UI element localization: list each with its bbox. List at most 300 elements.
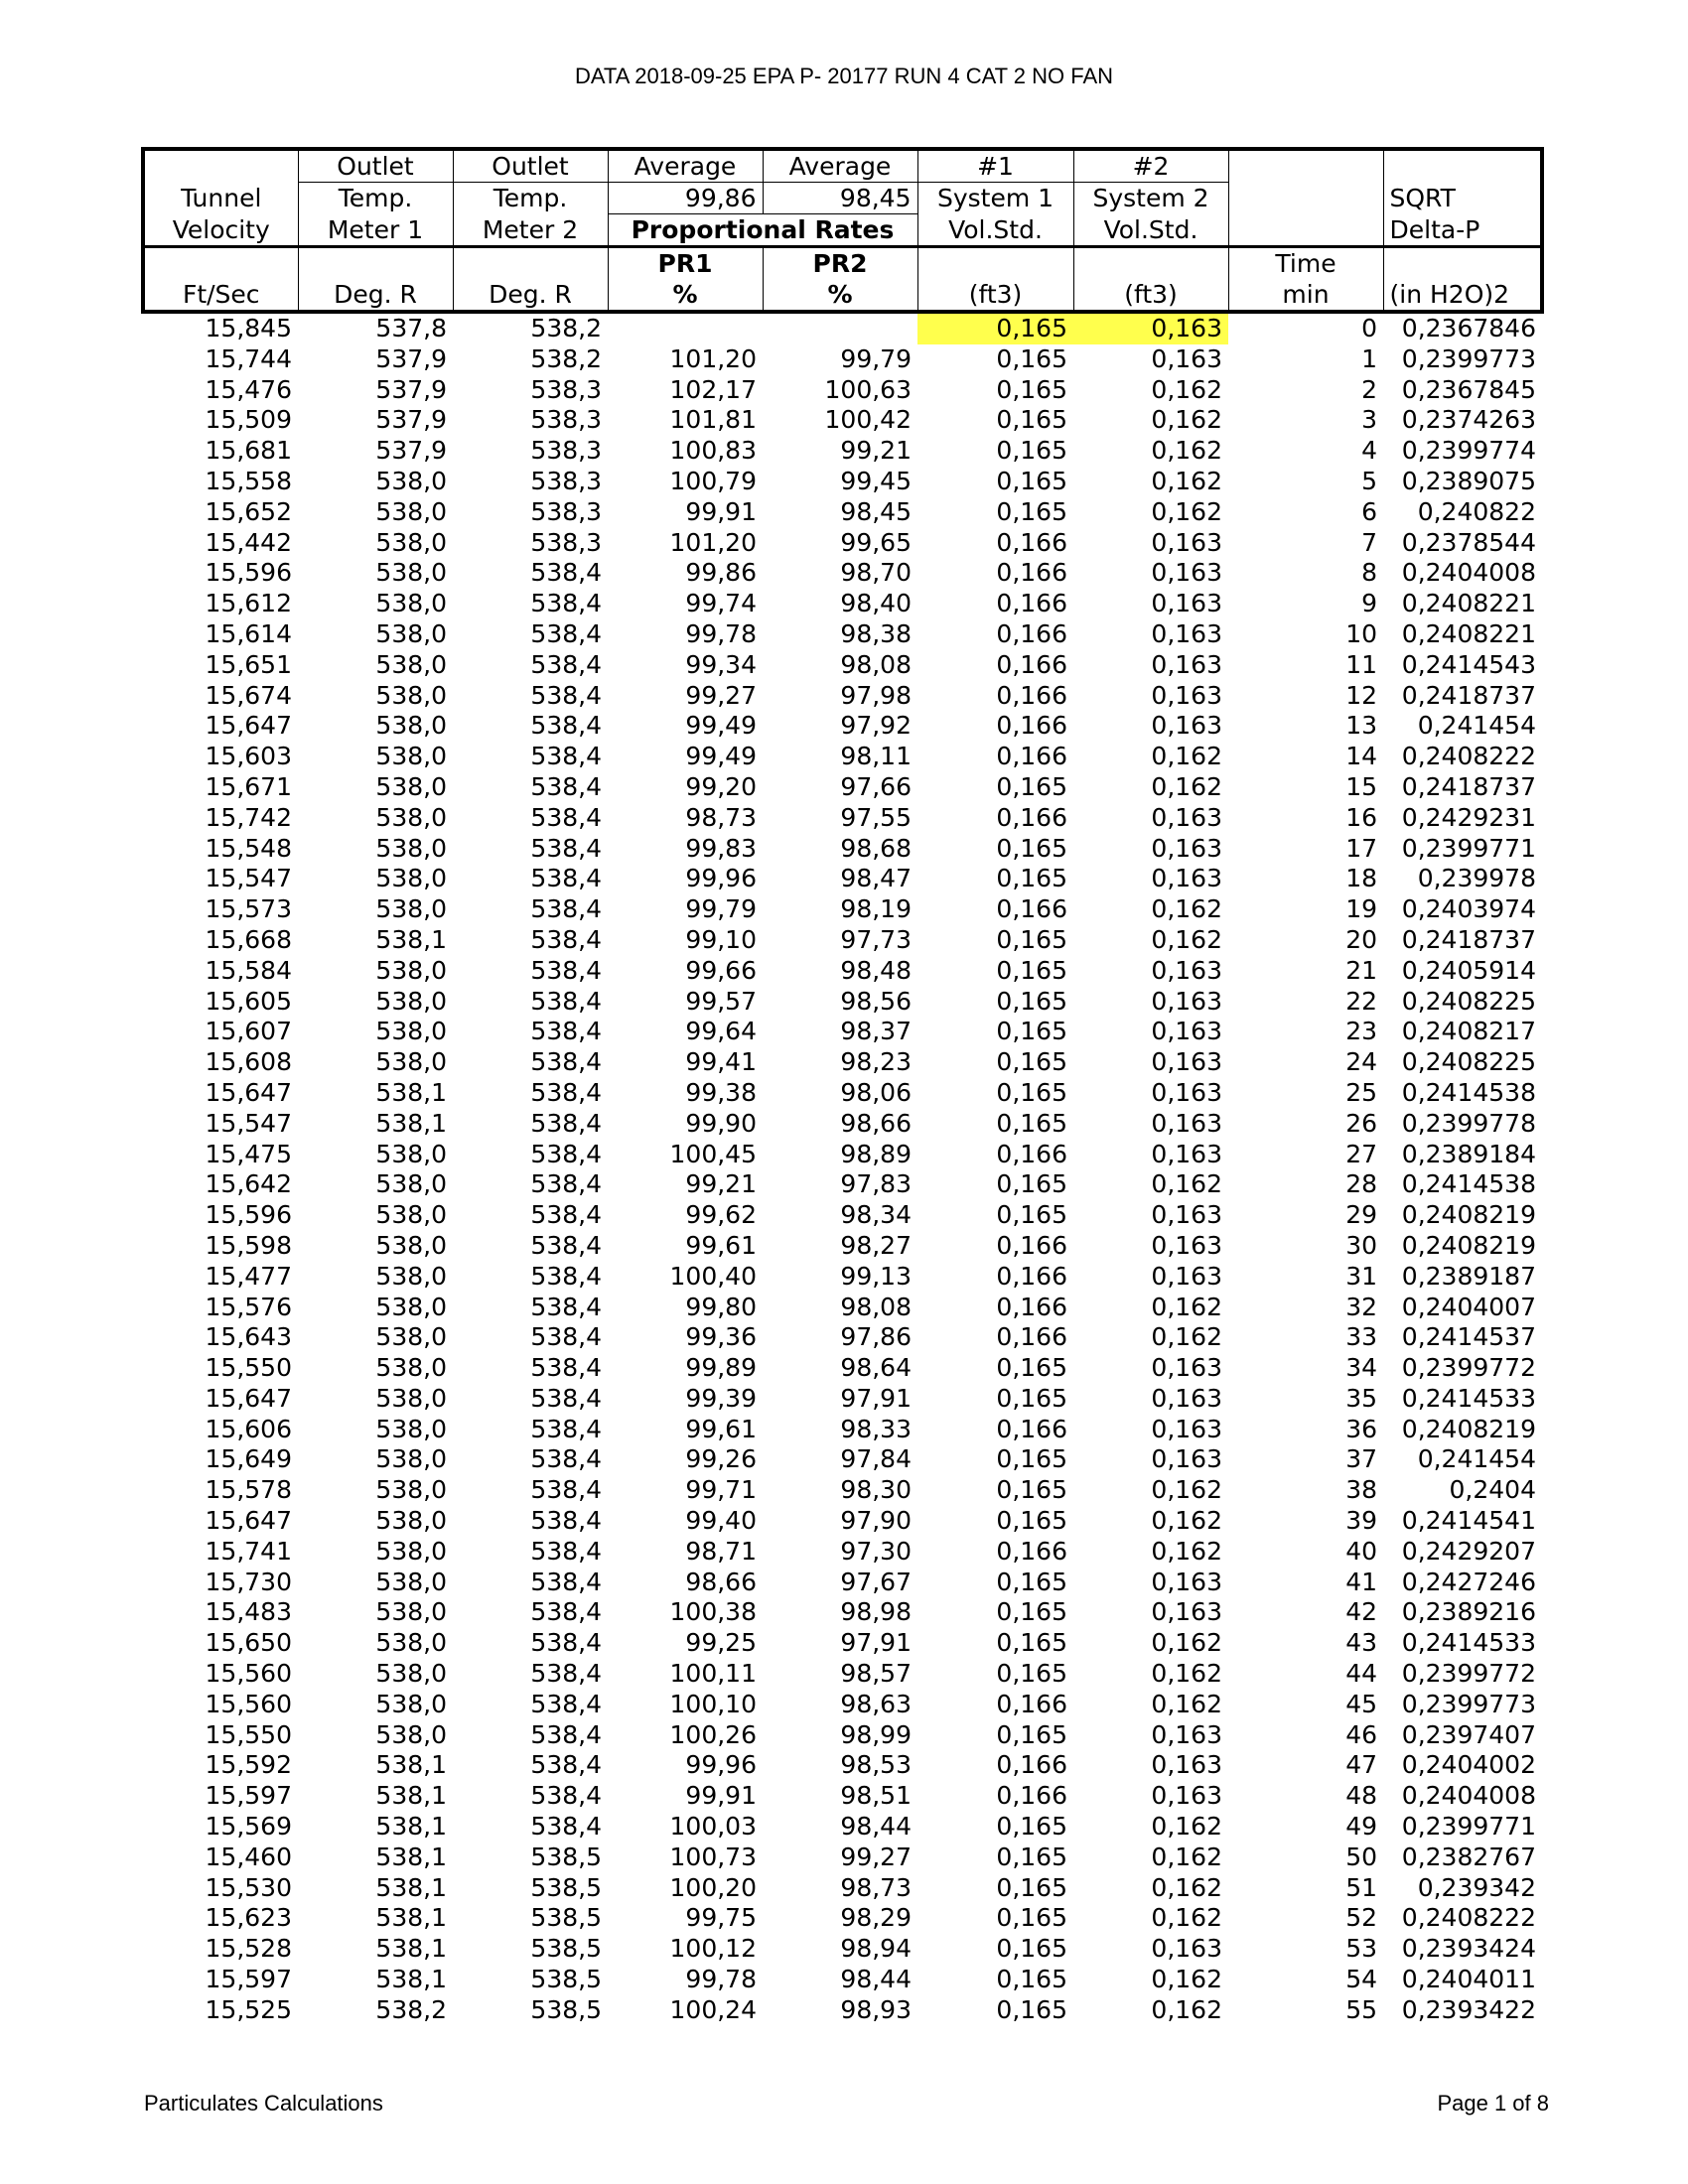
table-cell: 0,2408221 — [1401, 618, 1536, 648]
table-cell: 98,56 — [840, 986, 912, 1016]
table-cell: 0,165 — [996, 1353, 1067, 1383]
table-cell: 22 — [1345, 986, 1377, 1016]
table-cell: 15,569 — [205, 1812, 292, 1842]
table-cell: 538,0 — [375, 1322, 447, 1352]
table-cell: 0,163 — [1151, 527, 1222, 557]
table-cell: 538,0 — [375, 1719, 447, 1749]
table-row — [143, 772, 1542, 803]
table-cell: 0,163 — [1151, 833, 1222, 863]
table-cell: 537,8 — [375, 314, 447, 342]
table-cell: 98,73 — [685, 802, 757, 832]
table-cell: 0,165 — [996, 1719, 1067, 1749]
table-cell: 15,606 — [205, 1414, 292, 1443]
table-cell: 538,4 — [530, 833, 602, 863]
table-cell: 15,460 — [205, 1842, 292, 1871]
table-cell: 99,61 — [685, 1414, 757, 1443]
table-row — [143, 1322, 1542, 1353]
table-cell: 0,2374263 — [1401, 405, 1536, 435]
table-row — [143, 436, 1542, 467]
table-cell: 0,165 — [996, 1842, 1067, 1871]
table-cell: 0,2378544 — [1401, 527, 1536, 557]
table-cell: 99,65 — [840, 527, 912, 557]
page-title: DATA 2018-09-25 EPA P- 20177 RUN 4 CAT 2 NO FAN — [574, 64, 1114, 88]
highlighted-cell: 0,163 — [1073, 312, 1228, 344]
table-cell: 0,165 — [996, 1872, 1067, 1902]
table-cell: 538,3 — [530, 405, 602, 435]
table-cell: 54 — [1345, 1965, 1377, 1994]
table-cell: 0,2408222 — [1401, 1903, 1536, 1933]
table-cell: 0,166 — [996, 711, 1067, 741]
table-row — [143, 1934, 1542, 1965]
table-cell: 0,2429231 — [1401, 802, 1536, 832]
table-cell: 538,4 — [530, 894, 602, 924]
table-cell: 53 — [1345, 1934, 1377, 1964]
header-cell — [143, 149, 298, 183]
table-cell: 538,0 — [375, 802, 447, 832]
table-cell: 0,163 — [1151, 589, 1222, 618]
table-cell: 0,2408222 — [1401, 742, 1536, 771]
table-cell: 0,166 — [996, 527, 1067, 557]
table-cell: 99,13 — [840, 1261, 912, 1291]
table-cell: 15,560 — [205, 1689, 292, 1718]
table-cell: 100,03 — [669, 1812, 757, 1842]
table-cell: 538,0 — [375, 1017, 447, 1046]
table-cell: 98,99 — [840, 1719, 912, 1749]
table-row — [143, 1628, 1542, 1659]
table-cell: 15,578 — [205, 1475, 292, 1505]
table-cell: 0,2404002 — [1401, 1750, 1536, 1780]
header-cell: Outlet — [453, 149, 608, 183]
table-cell: 0,162 — [1151, 1322, 1222, 1352]
table-row — [143, 742, 1542, 772]
table-cell: 15,647 — [205, 1506, 292, 1536]
table-row — [143, 1750, 1542, 1781]
table-cell: 99,34 — [685, 649, 757, 679]
table-cell: 97,91 — [840, 1383, 912, 1413]
header-cell: 98,45 — [763, 183, 917, 214]
header-cell: Vol.Std. — [917, 214, 1073, 247]
header-cell: Outlet — [298, 149, 453, 183]
table-cell: 3 — [1361, 405, 1377, 435]
header-cell: Tunnel — [143, 183, 298, 214]
table-row — [143, 834, 1542, 865]
table-cell: 15,597 — [205, 1965, 292, 1994]
header-row-1 — [143, 149, 1542, 183]
table-cell: 98,94 — [840, 1934, 912, 1964]
table-cell: 98,47 — [840, 864, 912, 893]
table-cell: 538,1 — [375, 1903, 447, 1933]
table-cell: 0,2399774 — [1401, 436, 1536, 466]
table-row — [143, 894, 1542, 925]
table-cell: 538,1 — [375, 1842, 447, 1871]
table-cell: 0,162 — [1151, 1292, 1222, 1321]
table-cell: 0,166 — [996, 618, 1067, 648]
table-cell: 0,165 — [996, 374, 1067, 404]
table-cell: 0,2408221 — [1401, 589, 1536, 618]
table-cell: 538,1 — [375, 1965, 447, 1994]
table-cell: 0,163 — [1151, 1077, 1222, 1107]
table-cell: 0,166 — [996, 1536, 1067, 1566]
table-cell: 100,40 — [669, 1261, 757, 1291]
table-row — [143, 956, 1542, 987]
header-cell: PR1 — [608, 247, 763, 280]
table-cell: 538,3 — [530, 496, 602, 526]
table-cell: 15,642 — [205, 1169, 292, 1199]
table-row — [143, 528, 1542, 559]
table-cell: 15,623 — [205, 1903, 292, 1933]
table-cell: 15,614 — [205, 618, 292, 648]
table-cell: 99,10 — [685, 924, 757, 954]
header-cell: Velocity — [143, 214, 298, 247]
table-cell: 538,4 — [530, 771, 602, 801]
table-cell: 0,2414538 — [1401, 1077, 1536, 1107]
table-cell: 97,92 — [840, 711, 912, 741]
table-cell — [608, 312, 763, 344]
table-cell: 98,40 — [840, 589, 912, 618]
table-row — [143, 1293, 1542, 1323]
header-cell — [1383, 149, 1542, 183]
table-cell: 99,64 — [685, 1017, 757, 1046]
table-cell: 49 — [1345, 1812, 1377, 1842]
table-cell: 99,78 — [685, 618, 757, 648]
table-cell — [763, 312, 917, 344]
header-cell: #2 — [1073, 149, 1228, 183]
header-cell — [1228, 183, 1383, 214]
table-cell: 98,08 — [840, 1292, 912, 1321]
table-cell: 538,3 — [530, 436, 602, 466]
table-cell: 0,165 — [996, 986, 1067, 1016]
table-cell: 97,66 — [840, 771, 912, 801]
table-cell: 101,81 — [669, 405, 757, 435]
table-cell: 99,49 — [685, 711, 757, 741]
table-cell: 15,649 — [205, 1444, 292, 1474]
table-cell: 99,38 — [685, 1077, 757, 1107]
table-cell: 99,79 — [685, 894, 757, 924]
table-cell: 0,166 — [996, 558, 1067, 588]
table-cell: 0,162 — [1151, 436, 1222, 466]
table-row — [143, 589, 1542, 619]
table-cell: 538,5 — [530, 1965, 602, 1994]
table-cell: 40 — [1345, 1536, 1377, 1566]
table-cell: 538,0 — [375, 1292, 447, 1321]
table-cell: 0,163 — [1151, 680, 1222, 710]
header-cell: Deg. R — [453, 279, 608, 312]
table-cell: 15,525 — [205, 1994, 292, 2024]
table-cell: 0,162 — [1151, 894, 1222, 924]
table-cell: 0,165 — [996, 1383, 1067, 1413]
table-cell: 538,0 — [375, 496, 447, 526]
table-cell: 538,0 — [375, 589, 447, 618]
table-cell: 2 — [1361, 374, 1377, 404]
table-cell: 4 — [1361, 436, 1377, 466]
table-cell: 0,162 — [1151, 496, 1222, 526]
table-cell: 99,41 — [685, 1047, 757, 1077]
table-cell: 0,162 — [1151, 1536, 1222, 1566]
table-cell: 0,2418737 — [1401, 924, 1536, 954]
table-cell: 0,162 — [1151, 1659, 1222, 1689]
table-cell: 0,165 — [996, 955, 1067, 985]
header-cell: min — [1228, 279, 1383, 312]
header-cell — [1383, 247, 1542, 280]
table-cell: 0,166 — [996, 589, 1067, 618]
table-cell: 538,4 — [530, 1659, 602, 1689]
table-cell: 0,2399778 — [1401, 1108, 1536, 1138]
table-row — [143, 344, 1542, 375]
table-cell: 15,651 — [205, 649, 292, 679]
table-cell: 100,79 — [669, 466, 757, 495]
table-cell: 538,4 — [530, 649, 602, 679]
table-cell: 538,4 — [530, 1444, 602, 1474]
table-cell: 538,4 — [530, 1261, 602, 1291]
table-cell: 0,165 — [996, 1597, 1067, 1627]
table-cell: 37 — [1345, 1444, 1377, 1474]
table-cell: 0,2389216 — [1401, 1597, 1536, 1627]
table-cell: 99,79 — [840, 343, 912, 373]
table-cell: 0,166 — [996, 1261, 1067, 1291]
table-cell: 99,27 — [685, 680, 757, 710]
table-cell: 6 — [1361, 496, 1377, 526]
header-cell: Temp. — [298, 183, 453, 214]
table-cell: 0,162 — [1151, 1475, 1222, 1505]
table-row — [143, 1537, 1542, 1568]
table-cell: 99,89 — [685, 1353, 757, 1383]
table-cell: 0,241454 — [1417, 1444, 1536, 1474]
table-cell: 100,20 — [669, 1872, 757, 1902]
header-cell: Deg. R — [298, 279, 453, 312]
header-row-5 — [143, 279, 1542, 312]
table-row — [143, 1659, 1542, 1690]
table-cell: 0,2397407 — [1401, 1719, 1536, 1749]
table-cell: 0,162 — [1151, 1812, 1222, 1842]
table-cell: 538,4 — [530, 1597, 602, 1627]
table-cell: 30 — [1345, 1230, 1377, 1260]
header-cell: Meter 1 — [298, 214, 453, 247]
table-cell: 0,165 — [996, 1903, 1067, 1933]
table-cell: 0,2399771 — [1401, 833, 1536, 863]
table-cell: 538,4 — [530, 1383, 602, 1413]
table-cell: 1 — [1361, 343, 1377, 373]
table-cell: 15,596 — [205, 558, 292, 588]
header-cell: (in H2O)2 — [1383, 279, 1542, 312]
table-cell: 538,4 — [530, 1169, 602, 1199]
table-cell: 538,0 — [375, 527, 447, 557]
table-cell: 36 — [1345, 1414, 1377, 1443]
table-cell: 41 — [1345, 1567, 1377, 1596]
table-cell: 0,163 — [1151, 1261, 1222, 1291]
header-cell — [1228, 214, 1383, 247]
table-cell: 538,0 — [375, 1444, 447, 1474]
header-row-4 — [143, 247, 1542, 280]
table-cell: 0,165 — [996, 1200, 1067, 1230]
table-row — [143, 1017, 1542, 1047]
table-cell: 39 — [1345, 1506, 1377, 1536]
header-cell — [298, 247, 453, 280]
table-cell: 538,4 — [530, 986, 602, 1016]
table-cell: 0,2404008 — [1401, 558, 1536, 588]
table-cell: 0,162 — [1151, 1506, 1222, 1536]
table-cell: 0,165 — [996, 1994, 1067, 2024]
table-cell: 0,165 — [996, 496, 1067, 526]
table-cell: 15,558 — [205, 466, 292, 495]
table-row — [143, 1047, 1542, 1078]
table-cell: 15,596 — [205, 1200, 292, 1230]
table-cell: 0,2404008 — [1401, 1781, 1536, 1811]
table-cell: 538,4 — [530, 680, 602, 710]
table-row — [143, 987, 1542, 1018]
table-cell: 538,5 — [530, 1842, 602, 1871]
table-cell: 15,668 — [205, 924, 292, 954]
table-cell: 0,166 — [996, 894, 1067, 924]
table-cell: 0,163 — [1151, 1230, 1222, 1260]
table-cell: 98,66 — [840, 1108, 912, 1138]
table-row — [143, 1720, 1542, 1751]
table-cell: 99,25 — [685, 1628, 757, 1658]
table-cell: 0,2414543 — [1401, 649, 1536, 679]
table-cell: 538,4 — [530, 1750, 602, 1780]
table-row — [143, 1690, 1542, 1720]
table-cell: 0,166 — [996, 742, 1067, 771]
table-cell: 538,0 — [375, 864, 447, 893]
table-cell: 51 — [1345, 1872, 1377, 1902]
table-row — [143, 1568, 1542, 1598]
table-cell: 98,06 — [840, 1077, 912, 1107]
table-cell: 0,162 — [1151, 374, 1222, 404]
table-cell: 15,483 — [205, 1597, 292, 1627]
table-row — [143, 925, 1542, 956]
table-cell: 538,0 — [375, 1383, 447, 1413]
table-row — [143, 1169, 1542, 1200]
table-cell: 0,2408225 — [1401, 986, 1536, 1016]
table-cell: 0,165 — [996, 405, 1067, 435]
table-cell: 15,530 — [205, 1872, 292, 1902]
table-cell: 15,652 — [205, 496, 292, 526]
table-cell: 0,166 — [996, 1292, 1067, 1321]
header-row-3 — [143, 214, 1542, 247]
header-cell: #1 — [917, 149, 1073, 183]
table-row — [143, 803, 1542, 834]
header-cell: System 2 — [1073, 183, 1228, 214]
header-cell: Average — [763, 149, 917, 183]
table-cell: 15,612 — [205, 589, 292, 618]
header-cell: Ft/Sec — [143, 279, 298, 312]
table-cell: 0,163 — [1151, 1017, 1222, 1046]
header-cell: (ft3) — [1073, 279, 1228, 312]
table-cell: 15,550 — [205, 1719, 292, 1749]
table-cell: 0,163 — [1151, 558, 1222, 588]
table-cell: 0,163 — [1151, 711, 1222, 741]
table-cell: 0,2414538 — [1401, 1169, 1536, 1199]
table-cell: 538,0 — [375, 618, 447, 648]
table-cell: 31 — [1345, 1261, 1377, 1291]
table-cell: 97,91 — [840, 1628, 912, 1658]
table-cell: 29 — [1345, 1200, 1377, 1230]
table-cell: 0,163 — [1151, 1383, 1222, 1413]
table-cell: 99,61 — [685, 1230, 757, 1260]
page-number: Page 1 of 8 — [1437, 2091, 1549, 2116]
table-cell: 0,165 — [996, 1812, 1067, 1842]
table-cell: 0,165 — [996, 343, 1067, 373]
table-cell: 538,4 — [530, 1047, 602, 1077]
table-cell: 98,23 — [840, 1047, 912, 1077]
table-cell: 538,3 — [530, 466, 602, 495]
table-cell: 15,476 — [205, 374, 292, 404]
table-cell: 538,2 — [375, 1994, 447, 2024]
table-cell: 33 — [1345, 1322, 1377, 1352]
table-row — [143, 681, 1542, 712]
table-cell: 98,30 — [840, 1475, 912, 1505]
table-cell: 0,2399771 — [1401, 1812, 1536, 1842]
table-cell: 538,4 — [530, 589, 602, 618]
table-cell: 14 — [1345, 742, 1377, 771]
table-cell: 538,4 — [530, 1077, 602, 1107]
table-cell: 538,4 — [530, 864, 602, 893]
table-cell: 46 — [1345, 1719, 1377, 1749]
table-row — [143, 1597, 1542, 1628]
table-cell: 0,2418737 — [1401, 680, 1536, 710]
header-cell: PR2 — [763, 247, 917, 280]
table-cell: 15,477 — [205, 1261, 292, 1291]
table-cell: 99,49 — [685, 742, 757, 771]
table-cell: 0,162 — [1151, 1628, 1222, 1658]
table-cell: 537,9 — [375, 405, 447, 435]
table-row — [143, 405, 1542, 436]
table-cell: 25 — [1345, 1077, 1377, 1107]
table-cell: 538,4 — [530, 1108, 602, 1138]
header-row-2 — [143, 183, 1542, 214]
table-cell: 0,163 — [1151, 1414, 1222, 1443]
table-cell: 98,70 — [840, 558, 912, 588]
table-cell: 15,573 — [205, 894, 292, 924]
table-cell: 15,671 — [205, 771, 292, 801]
table-cell: 0,162 — [1151, 1903, 1222, 1933]
table-cell: 0,163 — [1151, 1597, 1222, 1627]
table-cell: 98,53 — [840, 1750, 912, 1780]
table-cell: 102,17 — [669, 374, 757, 404]
table-cell: 0,163 — [1151, 1567, 1222, 1596]
table-cell: 98,11 — [840, 742, 912, 771]
table-cell: 98,57 — [840, 1659, 912, 1689]
table-cell: 0,163 — [1151, 1934, 1222, 1964]
table-row — [143, 1812, 1542, 1843]
table-cell: 0,162 — [1151, 1842, 1222, 1871]
table-cell: 0,166 — [996, 1139, 1067, 1168]
header-cell: (ft3) — [917, 279, 1073, 312]
table-cell: 15,647 — [205, 711, 292, 741]
table-cell: 0,163 — [1151, 1047, 1222, 1077]
table-cell: 99,74 — [685, 589, 757, 618]
table-cell: 538,0 — [375, 986, 447, 1016]
table-cell: 538,4 — [530, 1689, 602, 1718]
table-cell: 538,0 — [375, 894, 447, 924]
table-cell: 538,0 — [375, 742, 447, 771]
table-cell: 0,162 — [1151, 1994, 1222, 2024]
table-cell: 99,86 — [685, 558, 757, 588]
table-cell: 100,73 — [669, 1842, 757, 1871]
table-cell: 28 — [1345, 1169, 1377, 1199]
table-cell: 538,0 — [375, 1475, 447, 1505]
table-cell: 99,45 — [840, 466, 912, 495]
table-cell: 0,2382767 — [1401, 1842, 1536, 1871]
table-cell: 15,744 — [205, 343, 292, 373]
table-row — [143, 1903, 1542, 1934]
table-row — [143, 711, 1542, 742]
table-cell: 538,3 — [530, 527, 602, 557]
table-cell: 538,4 — [530, 1812, 602, 1842]
table-row — [143, 312, 1542, 344]
table-cell: 538,4 — [530, 558, 602, 588]
table-cell: 16 — [1345, 802, 1377, 832]
table-cell: 0,163 — [1151, 1444, 1222, 1474]
